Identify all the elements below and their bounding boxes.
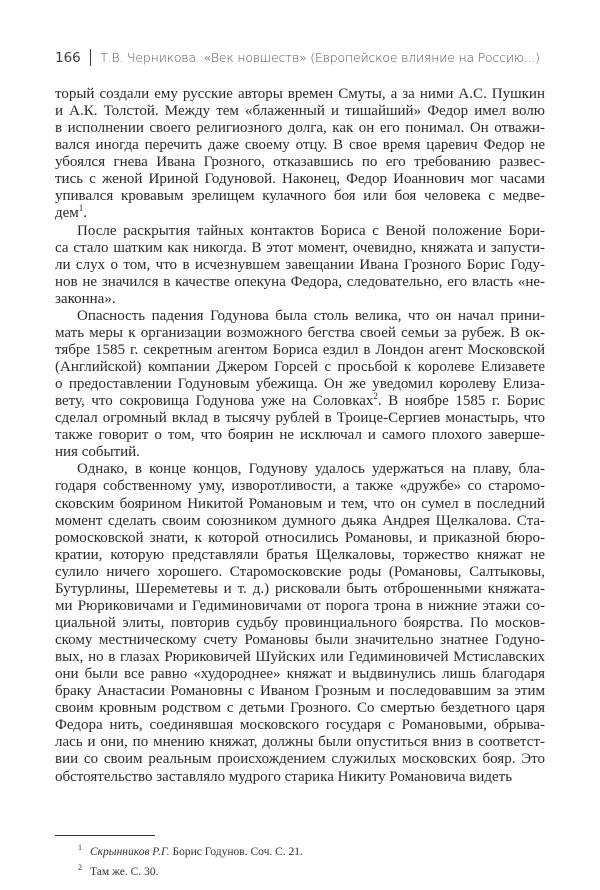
text-line [55, 751, 545, 768]
line-text: о предоставлении Годуновым убежища. Он же уведомил королеву Елиза- [55, 376, 545, 393]
line-text: скому местническому счету Романовы были значительно знатнее Годуно- [55, 632, 545, 648]
footnote-reference[interactable]: 1 [78, 203, 84, 214]
text-line [55, 513, 545, 530]
line-text: циальной элиты, повторив судьбу провинциального боярства. По москов- [55, 614, 545, 631]
text-line [55, 632, 545, 649]
line-text: нов не значился в качестве опекуна Федора, следовательно, его власть «не- [55, 273, 545, 290]
line-text: Однако, в конце концов, Годунову удалось удержаться на плаву, бла- [77, 461, 545, 478]
text-line [55, 376, 545, 393]
line-text: они были все равно «худороднее» княжат и выдвинулись лишь благодаря [55, 666, 545, 683]
text-line [55, 461, 545, 478]
line-text: ми Рюриковичами и Гедиминовичами от порога трона в нижние этажи со- [55, 597, 545, 614]
text-line [55, 308, 545, 325]
text-line [55, 427, 545, 444]
text-line [55, 103, 545, 120]
text-line [55, 769, 545, 786]
line-text: Федора нить, соединявшая московского государя с Романовыми, обрыва- [55, 717, 545, 734]
line-text: сковским боярином Никитой Романовым и тем, что он сумел в последний [55, 495, 545, 512]
line-text: ли слух о том, что в исчезнувшем завещании Ивана Грозного Борис Году- [55, 256, 545, 273]
text-line [55, 154, 545, 171]
text-line [55, 274, 545, 291]
text-line [55, 496, 545, 513]
text-line [55, 393, 545, 410]
text-line [55, 547, 545, 564]
line-text: своим кровным родством с детьми Грозного. Со смертью бездетного царя [55, 700, 545, 717]
line-text: . В ноябре 1585 г. Борис [377, 393, 545, 410]
footnote-text: Борис Годунов. Соч. С. 21. [172, 845, 303, 858]
text-line [55, 564, 545, 581]
text-line [55, 171, 545, 188]
footnotes [78, 840, 303, 880]
text-line [55, 700, 545, 717]
footnote [78, 840, 303, 860]
text-line [55, 649, 545, 666]
line-text: Опасность падения Годунова была столь велика, что он начал прини- [77, 307, 545, 324]
line-text: лась и они, по мнению княжат, должны были опуститься вниз в соответст- [55, 734, 545, 751]
running-title: Т.В. Черникова. «Век новшеств» (Европейское влияние на Россию...) [100, 50, 540, 65]
line-text: обстоятельство заставляло мудрого старика Никиту Романовича видеть [55, 768, 513, 785]
line-text: также говорит о том, что боярин не исключал и самого плохого заверше- [55, 427, 545, 444]
line-text: ния событий. [55, 444, 140, 461]
line-text: вии со своим реальным происхождением служилых московских бояр. Это [55, 751, 545, 768]
line-text: браку Анастасии Романовны с Иваном Грозным и последовавшим за этим [55, 683, 545, 700]
text-line [55, 717, 545, 734]
text-line [55, 342, 545, 359]
line-text: убоялся гнева Ивана Грозного, отказавшись по его требованию развес- [55, 154, 545, 171]
text-line [55, 359, 545, 376]
line-text: момент сделать своим союзником думного дьяка Андрея Щелкалова. Ста- [55, 512, 545, 529]
line-text: сделал огромный вклад в тысячу рублей в Троице-Сергиев монастырь, что [55, 410, 545, 427]
line-text: упивался кровавым зрелищем кулачного боя или боя человека с медве- [55, 188, 545, 205]
line-text: Бутурлины, Шереметевы и т. д.) рисковали быть отброшенными княжата- [55, 580, 545, 597]
footnote-text: Там же. С. 30. [90, 865, 159, 878]
page-number: 166 [55, 49, 81, 66]
text-line [55, 325, 545, 342]
text-line [55, 530, 545, 547]
text-line [55, 598, 545, 615]
footnote-rule [55, 835, 155, 836]
line-text: и А.К. Толстой. Между тем «блаженный и тишайший» Федор имел волю [55, 103, 545, 120]
text-line [55, 410, 545, 427]
line-text: тябре 1585 г. секретным агентом Бориса ездил в Лондон агент Московской [55, 341, 545, 358]
line-text: годаря собственному уму, изворотливости, а также «дружбе» со старомо- [55, 478, 545, 495]
body-text [55, 86, 545, 786]
line-text: ромосковской знати, к которой относились Романовы, и приказной бюро- [55, 529, 545, 546]
header-divider [90, 49, 92, 66]
line-text: дем [55, 205, 79, 222]
line-text: (Английской) компании Джером Горсей с просьбой к королеве Елизавете [55, 359, 545, 375]
text-line [55, 223, 545, 240]
line-text: в исполнении своего религиозного долга, как он его понимал. Он отважи- [55, 120, 545, 137]
line-text: законна». [55, 290, 116, 307]
line-text: После раскрытия тайных контактов Бориса с Веной положение Бори- [77, 222, 545, 239]
text-line [55, 581, 545, 598]
text-line [55, 666, 545, 683]
line-text: торый создали ему русские авторы времен Смуты, а за ними А.С. Пушкин [55, 86, 545, 102]
line-text: тись с женой Ириной Годуновой. Наконец, Федор Иоаннович мог часами [55, 171, 545, 188]
text-line [55, 478, 545, 495]
text-line [55, 291, 545, 308]
line-text: вету, что сокровища Годунова уже на Соловках [55, 393, 374, 410]
line-text: вался иногда перечить даже своему отцу. В свое время царевич Федор не [55, 137, 545, 154]
line-text: вых, но в глазах Рюриковичей Шуйских или Гедиминовичей Мстиславских [55, 649, 545, 666]
text-line: дем$^1$. [55, 203, 88, 222]
text-line [55, 120, 545, 137]
footnote-number: 2 [78, 862, 82, 872]
running-header [55, 49, 540, 66]
footnote-reference[interactable]: 2 [373, 391, 378, 402]
line-text: сулило ничего хорошего. Старомосковские роды (Романовы, Салтыковы, [55, 563, 545, 580]
footnote [78, 860, 303, 880]
text-line [55, 257, 545, 274]
text-line [55, 683, 545, 700]
text-line [55, 734, 545, 751]
text-line [55, 444, 545, 461]
line-text: са стало шатким как никогда. В этот момент, очевидно, княжата и запусти- [55, 239, 545, 256]
footnote-author: Скрынников Р.Г. [90, 845, 170, 858]
text-line [55, 137, 545, 154]
text-line [55, 240, 545, 257]
footnote-number: 1 [78, 843, 82, 852]
text-line [55, 615, 545, 632]
line-text: кратии, которую представляли братья Щелкаловы, торжество княжат не [55, 546, 545, 563]
line-text: мать меры к организации возможного бегства своей семьи за рубеж. В ок- [55, 324, 545, 341]
text-line [55, 86, 545, 103]
text-line [55, 188, 545, 205]
